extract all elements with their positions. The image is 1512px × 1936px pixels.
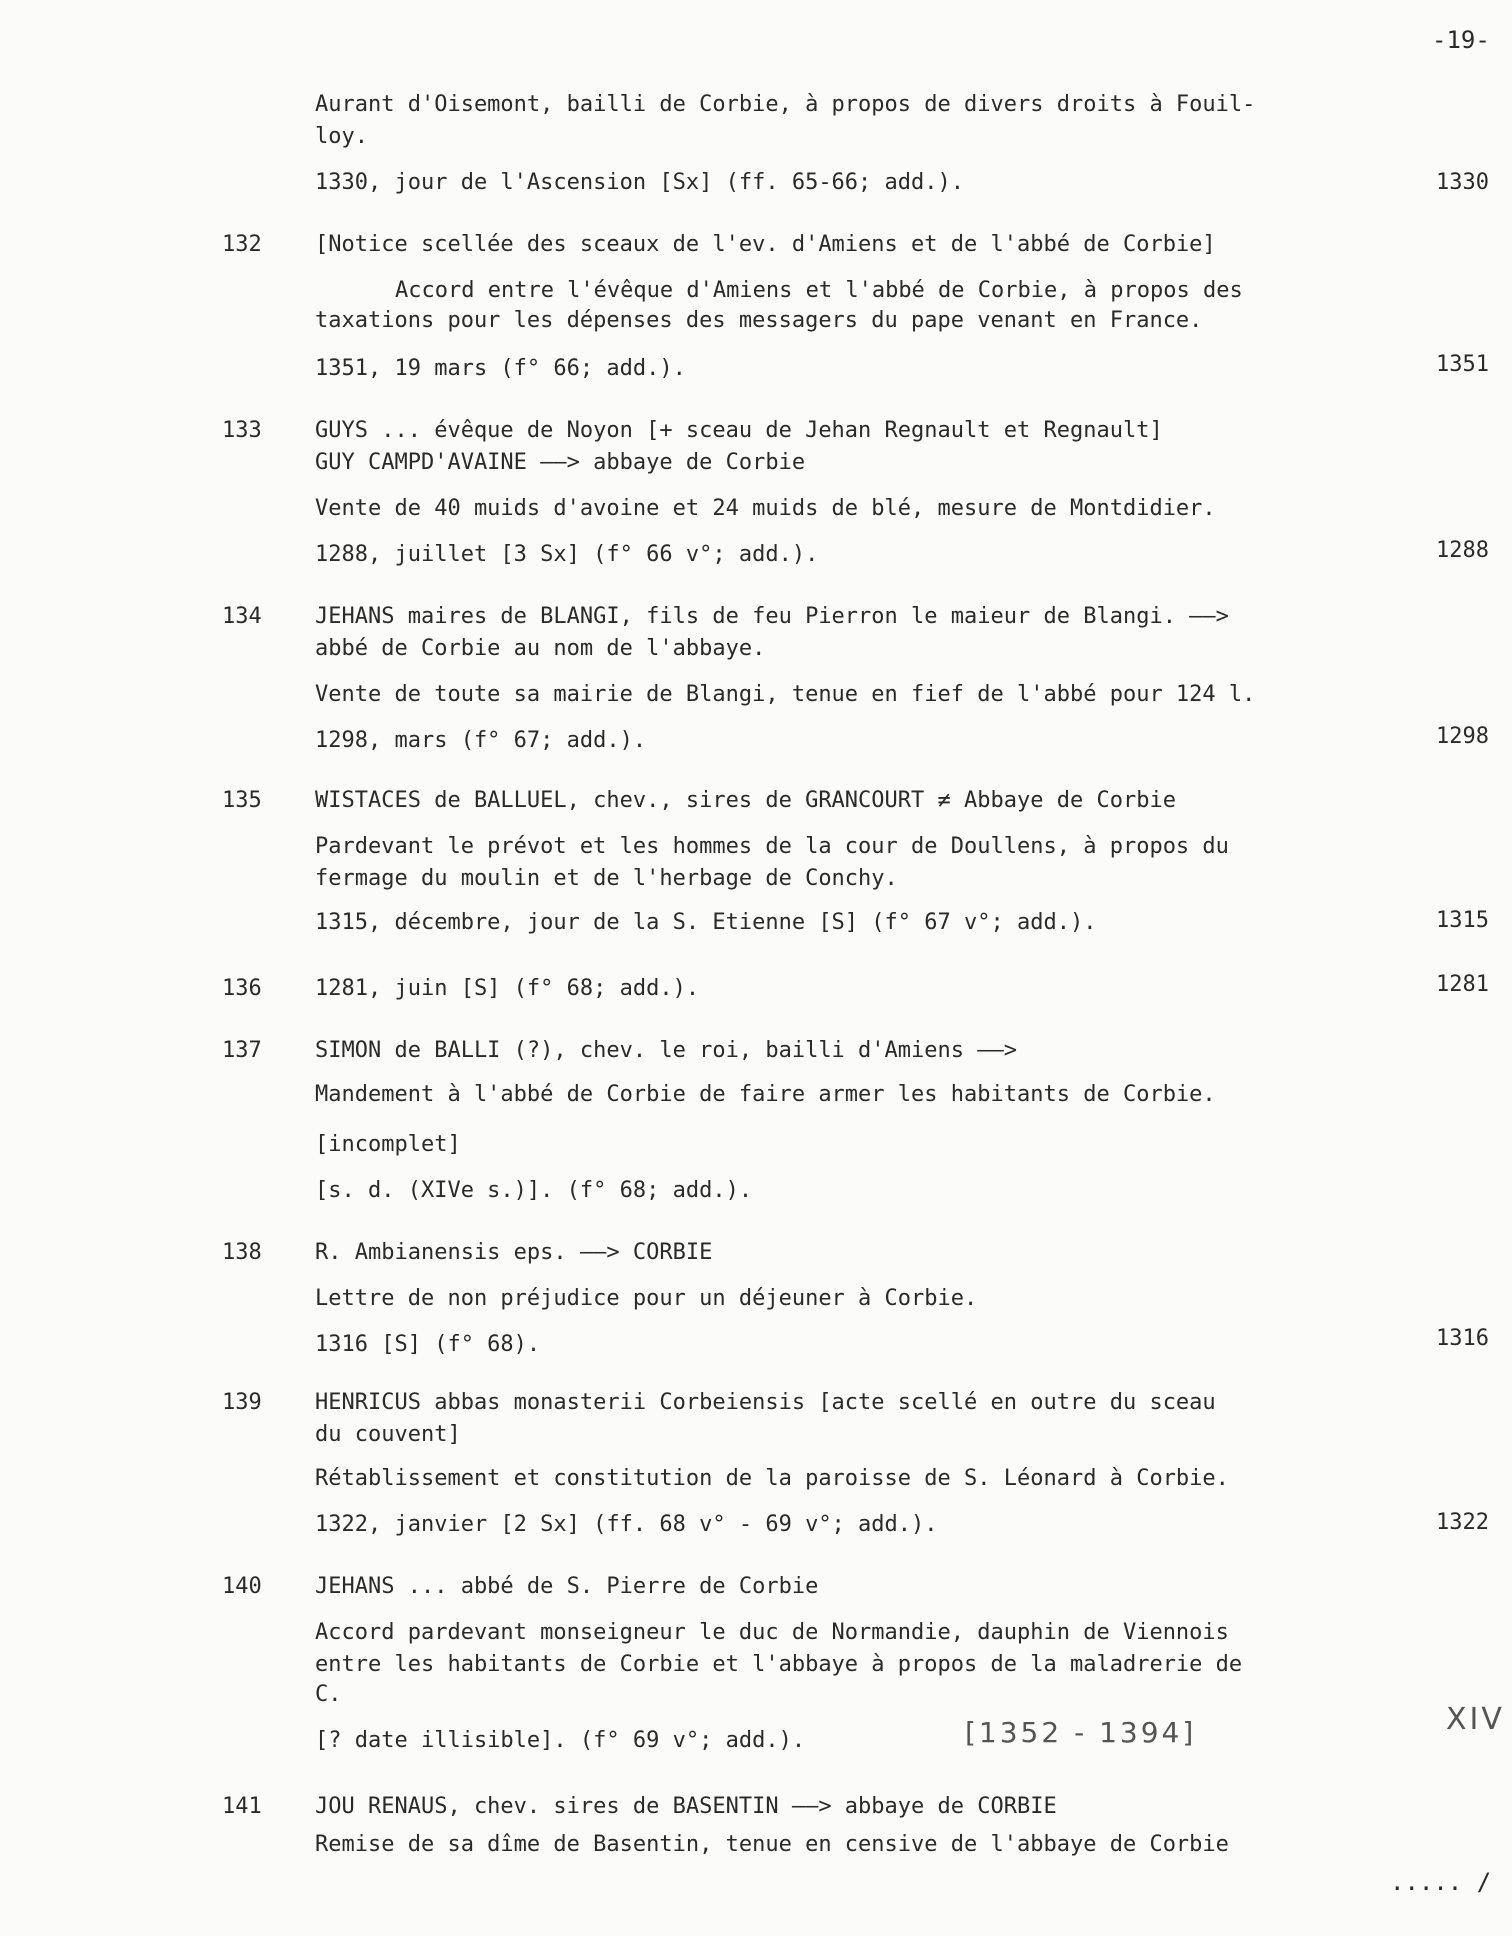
entry-line: JEHANS maires de BLANGI, fils de feu Pierron le maieur de Blangi. ——> (315, 604, 1229, 629)
margin-date: 1288 (1436, 538, 1489, 563)
entry-number: 134 (222, 604, 262, 629)
entry-number: 132 (222, 232, 262, 257)
entry-line: Lettre de non préjudice pour un déjeuner à Corbie. (315, 1286, 978, 1311)
entry-line: [s. d. (XIVe s.)]. (f° 68; add.). (315, 1178, 753, 1203)
entry-line: [Notice scellée des sceaux de l'ev. d'Amiens et de l'abbé de Corbie] (315, 232, 1216, 257)
entry-line: R. Ambianensis eps. ——> CORBIE (315, 1240, 713, 1265)
entry-line: fermage du moulin et de l'herbage de Conchy. (315, 866, 898, 891)
entry-line: Rétablissement et constitution de la paroisse de S. Léonard à Corbie. (315, 1466, 1229, 1491)
entry-line: C. (315, 1682, 342, 1707)
entry-line: 1316 [S] (f° 68). (315, 1332, 541, 1357)
entry-line: 1281, juin [S] (f° 68; add.). (315, 976, 700, 1001)
entry-number: 137 (222, 1038, 262, 1063)
entry-number: 141 (222, 1794, 262, 1819)
entry-line: 1322, janvier [2 Sx] (ff. 68 v° - 69 v°; add.). (315, 1512, 938, 1537)
entry-line: entre les habitants de Corbie et l'abbaye à propos de la maladrerie de (315, 1652, 1243, 1677)
entry-line: HENRICUS abbas monasterii Corbeiensis [acte scellé en outre du sceau (315, 1390, 1216, 1415)
entry-line: Aurant d'Oisemont, bailli de Corbie, à propos de divers droits à Fouil- (315, 92, 1256, 117)
entry-line: 1288, juillet [3 Sx] (f° 66 v°; add.). (315, 542, 819, 567)
entry-number: 136 (222, 976, 262, 1001)
page-number: -19- (1432, 26, 1490, 54)
handwritten-date-range: [1352 - 1394] (965, 1716, 1197, 1749)
entry-line: Remise de sa dîme de Basentin, tenue en censive de l'abbaye de Corbie (315, 1832, 1229, 1857)
entry-line: GUYS ... évêque de Noyon [+ sceau de Jehan Regnault et Regnault] (315, 418, 1163, 443)
entry-line: [incomplet] (315, 1132, 461, 1157)
entry-line: Pardevant le prévot et les hommes de la cour de Doullens, à propos du (315, 834, 1229, 859)
entry-line: Accord entre l'évêque d'Amiens et l'abbé de Corbie, à propos des (395, 278, 1243, 303)
margin-date: 1330 (1436, 170, 1489, 195)
entry-number: 135 (222, 788, 262, 813)
entry-number: 133 (222, 418, 262, 443)
entry-line: 1330, jour de l'Ascension [Sx] (ff. 65-66; add.). (315, 170, 965, 195)
entry-line: Mandement à l'abbé de Corbie de faire armer les habitants de Corbie. (315, 1082, 1216, 1107)
entry-line: 1351, 19 mars (f° 66; add.). (315, 356, 686, 381)
entry-line: JOU RENAUS, chev. sires de BASENTIN ——> abbaye de CORBIE (315, 1794, 1057, 1819)
entry-line: WISTACES de BALLUEL, chev., sires de GRANCOURT ≠ Abbaye de Corbie (315, 788, 1176, 813)
entry-line: GUY CAMPD'AVAINE ——> abbaye de Corbie (315, 450, 806, 475)
entry-line: Accord pardevant monseigneur le duc de Normandie, dauphin de Viennois (315, 1620, 1229, 1645)
entry-line: 1298, mars (f° 67; add.). (315, 728, 647, 753)
entry-number: 138 (222, 1240, 262, 1265)
entry-line: taxations pour les dépenses des messagers du pape venant en France. (315, 308, 1203, 333)
entry-line: Vente de toute sa mairie de Blangi, tenue en fief de l'abbé pour 124 l. (315, 682, 1256, 707)
entry-line: 1315, décembre, jour de la S. Etienne [S] (f° 67 v°; add.). (315, 910, 1097, 935)
margin-date: 1298 (1436, 724, 1489, 749)
margin-date: 1322 (1436, 1510, 1489, 1535)
margin-date: 1281 (1436, 972, 1489, 997)
entry-line: [? date illisible]. (f° 69 v°; add.). (315, 1728, 806, 1753)
margin-date: 1316 (1436, 1326, 1489, 1351)
entry-number: 139 (222, 1390, 262, 1415)
entry-line: loy. (315, 124, 368, 149)
entry-line: abbé de Corbie au nom de l'abbaye. (315, 636, 766, 661)
entry-line: du couvent] (315, 1422, 461, 1447)
entry-line: SIMON de BALLI (?), chev. le roi, bailli d'Amiens ——> (315, 1038, 1017, 1063)
margin-date: 1351 (1436, 352, 1489, 377)
entry-number: 140 (222, 1574, 262, 1599)
entry-line: JEHANS ... abbé de S. Pierre de Corbie (315, 1574, 819, 1599)
margin-date: 1315 (1436, 908, 1489, 933)
continuation-marker: ..... / (1390, 1868, 1492, 1896)
margin-date-handwritten: XIV (1446, 1702, 1505, 1737)
entry-line: Vente de 40 muids d'avoine et 24 muids de blé, mesure de Montdidier. (315, 496, 1216, 521)
